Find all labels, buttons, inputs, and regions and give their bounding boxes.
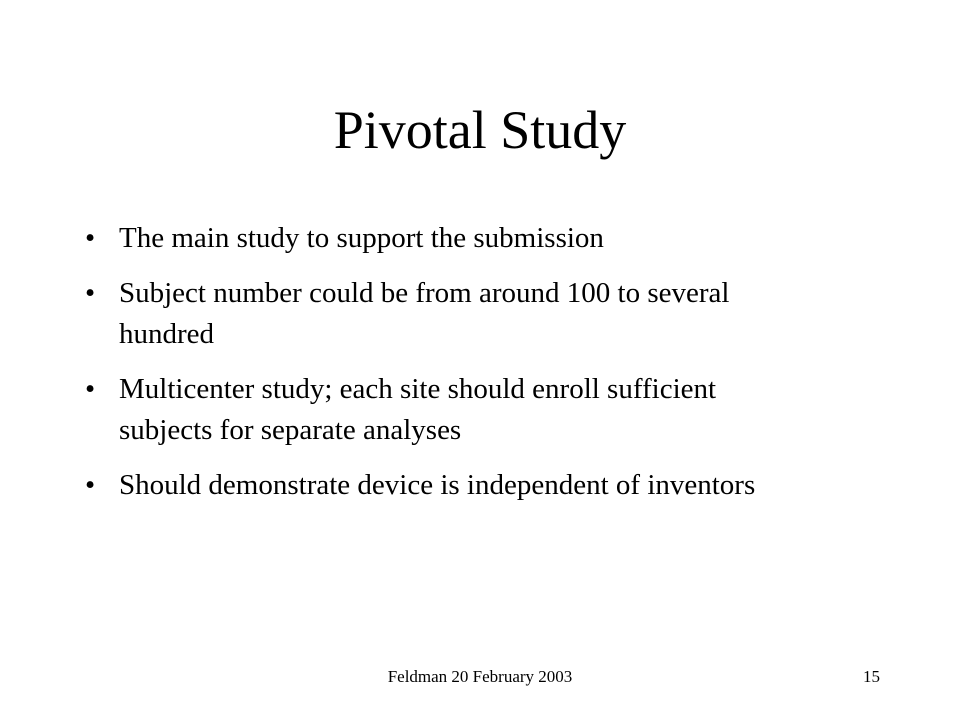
slide-number: 15 — [863, 667, 880, 686]
bullet-text: The main study to support the submission — [119, 222, 604, 254]
bullet-text: Multicenter study; each site should enroll sufficient subjects for separate analyses — [119, 373, 717, 446]
bullet-list — [80, 218, 800, 520]
bullet-icon: • — [85, 373, 96, 405]
bullet-item-multicenter — [80, 369, 800, 451]
bullet-text: Subject number could be from around 100 to several hundred — [119, 277, 730, 350]
bullet-icon: • — [85, 222, 96, 254]
bullet-icon: • — [85, 469, 96, 501]
bullet-item-subject-number — [80, 273, 800, 355]
slide-title: Pivotal Study — [333, 100, 627, 160]
footer-text: Feldman 20 February 2003 — [387, 667, 573, 686]
bullet-item-inventors — [80, 465, 800, 506]
bullet-text: Should demonstrate device is independent of inventors — [119, 469, 756, 501]
bullet-item-main-study — [80, 218, 800, 259]
bullet-icon: • — [85, 277, 96, 309]
